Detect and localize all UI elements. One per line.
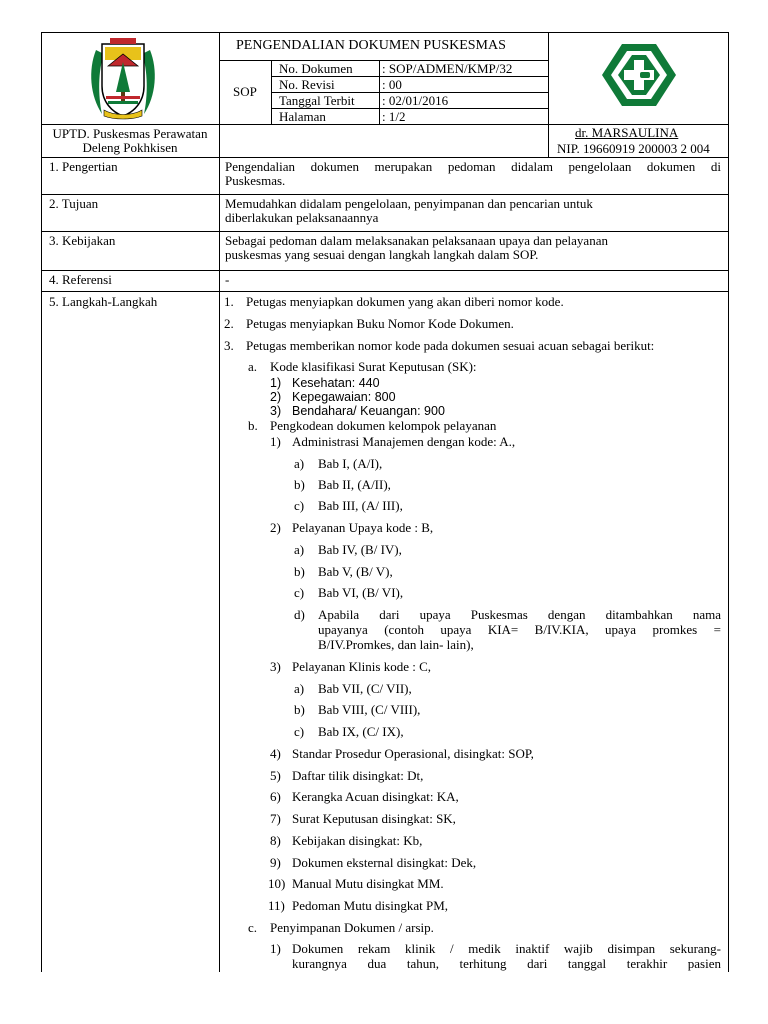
list-text: kurangnya dua tahun, terhitung dari tanggal terakhir pasien xyxy=(292,956,721,971)
substep-text: Pengkodean dokumen kelompok pelayanan xyxy=(270,418,497,433)
list-text: Bab IV, (B/ IV), xyxy=(318,542,402,557)
list-text: Bab II, (A/II), xyxy=(318,477,391,492)
list-text: Bab I, (A/I), xyxy=(318,456,383,471)
regional-emblem-logo xyxy=(88,36,158,120)
field-value-no-revisi: : 00 xyxy=(382,77,402,92)
list-number: 2) xyxy=(270,520,281,535)
list-text: Bab VI, (B/ VI), xyxy=(318,585,404,600)
list-text: Bab VIII, (C/ VIII), xyxy=(318,702,421,717)
pengertian-text-line2: Puskesmas. xyxy=(225,173,286,188)
list-letter: c) xyxy=(294,724,305,739)
list-text: Pelayanan Klinis kode : C, xyxy=(292,659,432,674)
puskesmas-cross-logo xyxy=(600,42,678,108)
list-number: 7) xyxy=(270,811,281,826)
step-text: Petugas menyiapkan Buku Nomor Kode Dokumen. xyxy=(246,316,514,331)
field-label-tanggal-terbit: Tanggal Terbit xyxy=(279,93,355,108)
field-value-no-dokumen: : SOP/ADMEN/KMP/32 xyxy=(382,61,513,76)
substep-text: Kode klasifikasi Surat Keputusan (SK): xyxy=(270,359,477,374)
sop-label: SOP xyxy=(233,84,257,99)
list-text: Administrasi Manajemen dengan kode: A., xyxy=(292,434,516,449)
list-number: 10) xyxy=(268,876,286,891)
list-letter: b) xyxy=(294,702,305,717)
kebijakan-text-line2: puskesmas yang sesuai dengan langkah langkah dalam SOP. xyxy=(225,247,539,262)
section-label-tujuan: 2. Tujuan xyxy=(49,196,99,211)
step-number: 3. xyxy=(224,338,234,353)
unit-name-line2: Deleng Pokhkisen xyxy=(82,140,178,155)
list-text: Kepegawaian: 800 xyxy=(292,390,396,404)
tujuan-text-line1: Memudahkan didalam pengelolaan, penyimpanan dan pencarian untuk xyxy=(225,196,593,211)
list-text: Kerangka Acuan disingkat: KA, xyxy=(292,789,459,804)
list-text: Pedoman Mutu disingkat PM, xyxy=(292,898,449,913)
list-number: 1) xyxy=(270,434,281,449)
list-number: 6) xyxy=(270,789,281,804)
field-label-halaman: Halaman xyxy=(279,109,326,124)
list-letter: c) xyxy=(294,585,305,600)
substep-letter: b. xyxy=(248,418,258,433)
list-text: Pelayanan Upaya kode : B, xyxy=(292,520,434,535)
list-text: Kesehatan: 440 xyxy=(292,376,380,390)
list-letter: b) xyxy=(294,477,305,492)
list-number: 3) xyxy=(270,404,282,418)
field-label-no-dokumen: No. Dokumen xyxy=(279,61,353,76)
list-text: Bendahara/ Keuangan: 900 xyxy=(292,404,445,418)
signer-nip: NIP. 19660919 200003 2 004 xyxy=(557,141,710,156)
document-title: PENGENDALIAN DOKUMEN PUSKESMAS xyxy=(236,38,506,53)
step-number: 1. xyxy=(224,294,234,309)
list-letter: a) xyxy=(294,456,305,471)
list-number: 4) xyxy=(270,746,281,761)
substep-text: Penyimpanan Dokumen / arsip. xyxy=(270,920,434,935)
list-text: Bab VII, (C/ VII), xyxy=(318,681,412,696)
field-value-halaman: : 1/2 xyxy=(382,109,406,124)
pengertian-text-line1: Pengendalian dokumen merupakan pedoman didalam pengelolaan dokumen di xyxy=(225,159,721,174)
list-number: 5) xyxy=(270,768,281,783)
list-text: Dokumen eksternal disingkat: Dek, xyxy=(292,855,477,870)
tujuan-text-line2: diberlakukan pelaksanaannya xyxy=(225,210,379,225)
list-text: Apabila dari upaya Puskesmas dengan ditambahkan nama xyxy=(318,607,721,622)
section-label-pengertian: 1. Pengertian xyxy=(49,159,118,174)
list-number: 8) xyxy=(270,833,281,848)
step-text: Petugas memberikan nomor kode pada dokumen sesuai acuan sebagai berikut: xyxy=(246,338,655,353)
list-number: 3) xyxy=(270,659,281,674)
list-letter: b) xyxy=(294,564,305,579)
list-text: Bab III, (A/ III), xyxy=(318,498,403,513)
signer-name: dr. MARSAULINA xyxy=(575,125,679,140)
step-text: Petugas menyiapkan dokumen yang akan diberi nomor kode. xyxy=(246,294,564,309)
list-text: Surat Keputusan disingkat: SK, xyxy=(292,811,456,826)
step-number: 2. xyxy=(224,316,234,331)
list-text: Manual Mutu disingkat MM. xyxy=(292,876,444,891)
list-number: 11) xyxy=(268,898,285,913)
unit-name-line1: UPTD. Puskesmas Perawatan xyxy=(52,126,208,141)
section-label-langkah: 5. Langkah-Langkah xyxy=(49,294,158,309)
substep-letter: a. xyxy=(248,359,258,374)
list-letter: d) xyxy=(294,607,305,622)
field-value-tanggal-terbit: : 02/01/2016 xyxy=(382,93,449,108)
section-label-referensi: 4. Referensi xyxy=(49,272,112,287)
list-text: Daftar tilik disingkat: Dt, xyxy=(292,768,424,783)
list-letter: a) xyxy=(294,681,305,696)
list-text: Kebijakan disingkat: Kb, xyxy=(292,833,423,848)
list-letter: c) xyxy=(294,498,305,513)
section-label-kebijakan: 3. Kebijakan xyxy=(49,233,116,248)
list-number: 1) xyxy=(270,376,282,390)
list-number: 9) xyxy=(270,855,281,870)
substep-letter: c. xyxy=(248,920,258,935)
list-number: 2) xyxy=(270,390,282,404)
list-text: Bab V, (B/ V), xyxy=(318,564,393,579)
list-text: Bab IX, (C/ IX), xyxy=(318,724,404,739)
list-text: upayanya (contoh upaya KIA= B/IV.KIA, upaya promkes = xyxy=(318,622,721,637)
list-text: Dokumen rekam klinik / medik inaktif wajib disimpan sekurang- xyxy=(292,941,721,956)
list-text: Standar Prosedur Operasional, disingkat: SOP, xyxy=(292,746,534,761)
list-letter: a) xyxy=(294,542,305,557)
referensi-value: - xyxy=(225,272,230,287)
kebijakan-text-line1: Sebagai pedoman dalam melaksanakan pelaksanaan upaya dan pelayanan xyxy=(225,233,608,248)
field-label-no-revisi: No. Revisi xyxy=(279,77,335,92)
list-number: 1) xyxy=(270,941,281,956)
list-text: B/IV.Promkes, dan lain- lain), xyxy=(318,637,474,652)
